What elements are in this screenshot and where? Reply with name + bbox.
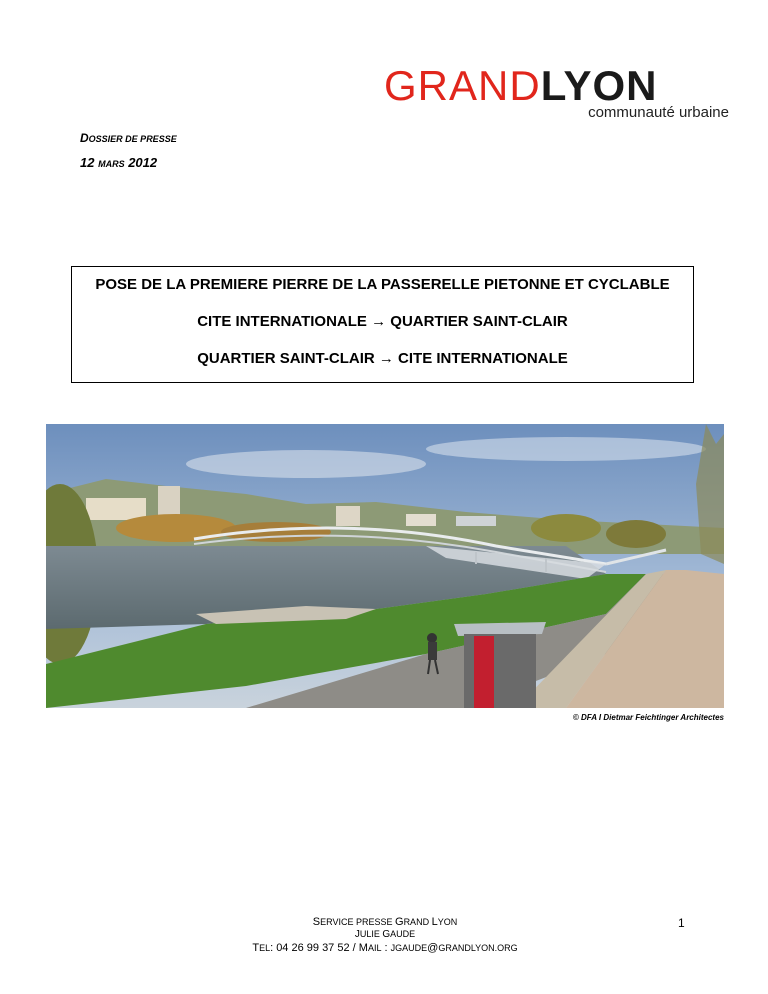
title-line-2: CITE INTERNATIONALE → QUARTIER SAINT-CLAIR: [197, 313, 568, 330]
footer-contact-name: JULIE GAUDE: [354, 929, 416, 940]
title-box: [71, 266, 694, 383]
footbridge-photo: [46, 424, 724, 708]
logo-wordmark: [384, 64, 658, 108]
logo-grand: GRAND: [384, 62, 541, 109]
footer-service: SERVICE PRESSE GRAND LYON: [312, 916, 458, 928]
dossier-label: DOSSIER DE PRESSE: [80, 131, 177, 145]
page-number: 1: [678, 916, 685, 930]
title-line-1: POSE DE LA PREMIERE PIERRE DE LA PASSERELLE PIETONNE ET CYCLABLE: [95, 276, 670, 293]
grand-lyon-logo: [384, 64, 729, 124]
press-date: 12 MARS 2012: [80, 155, 158, 170]
logo-subtitle: communauté urbaine: [588, 104, 729, 121]
title-line-3: QUARTIER SAINT-CLAIR → CITE INTERNATIONALE: [197, 350, 568, 367]
footer-contact-details: TEL: 04 26 99 37 52 / MAIL : JGAUDE@GRANDLYON.ORG: [252, 942, 518, 954]
logo-lyon: LYON: [540, 62, 658, 109]
photo-credit: © DFA I Dietmar Feichtinger Architectes: [572, 713, 724, 722]
